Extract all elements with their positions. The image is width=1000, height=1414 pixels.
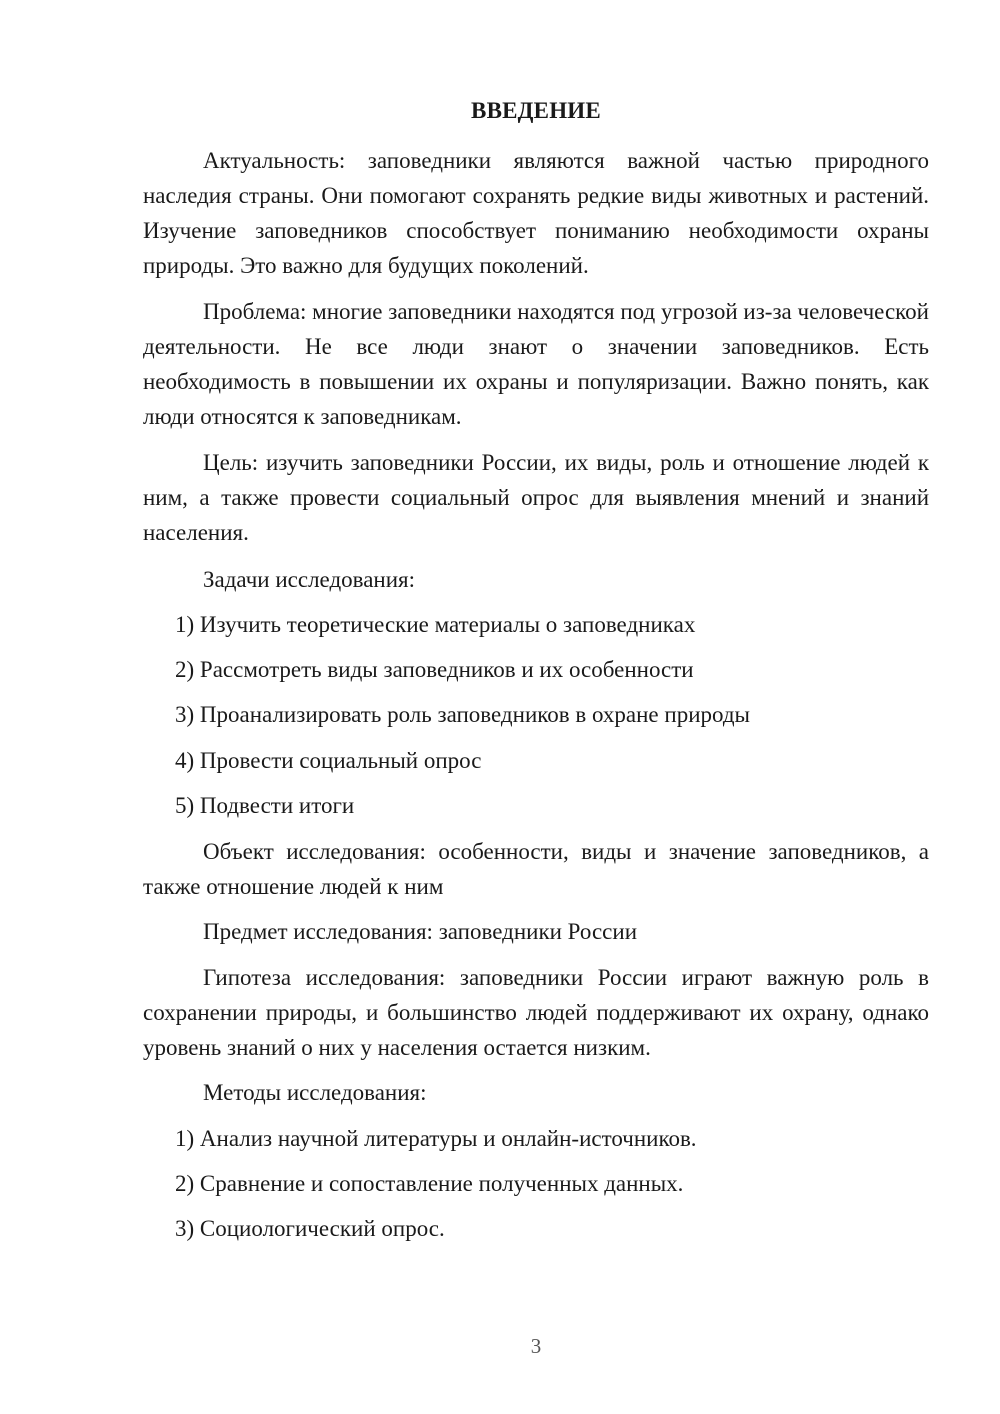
tasks-heading: Задачи исследования:	[203, 567, 416, 592]
page-number: 3	[530, 1334, 542, 1358]
problem-paragraph: Проблема: многие заповедники находятся под угрозой из-за человеческой деятельности. Не все люди знают о значении заповедников. Есть необходимость в повышении их охраны и популяризации. Важно понять, как люди относятся к заповедникам.	[143, 299, 929, 429]
goal-paragraph: Цель: изучить заповедники России, их виды, роль и отношение людей к ним, а также провести социальный опрос для выявления мнений и знаний населения.	[143, 450, 929, 545]
hypothesis-paragraph: Гипотеза исследования: заповедники России играют важную роль в сохранении природы, и большинство людей поддерживают их охрану, однако уровень знаний о них у населения остается низким.	[143, 965, 929, 1060]
task-item: 3) Проанализировать роль заповедников в охране природы	[175, 702, 750, 727]
task-item: 5) Подвести итоги	[175, 793, 355, 818]
subject-paragraph: Предмет исследования: заповедники России	[203, 919, 638, 944]
object-paragraph: Объект исследования: особенности, виды и значение заповедников, а также отношение людей к ним	[143, 839, 929, 899]
methods-heading: Методы исследования:	[203, 1080, 427, 1105]
relevance-paragraph: Актуальность: заповедники являются важной частью природного наследия страны. Они помогают сохранять редкие виды животных и растений. Изучение заповедников способствует пониманию необходимости охраны природы. Это важно для будущих поколений.	[143, 148, 929, 278]
document-page	[143, 0, 929, 1414]
task-item: 2) Рассмотреть виды заповедников и их особенности	[175, 657, 694, 682]
task-item: 1) Изучить теоретические материалы о заповедниках	[175, 612, 696, 637]
task-item: 4) Провести социальный опрос	[175, 748, 482, 773]
method-item: 3) Социологический опрос.	[175, 1216, 445, 1241]
method-item: 2) Сравнение и сопоставление полученных данных.	[175, 1171, 684, 1196]
method-item: 1) Анализ научной литературы и онлайн-источников.	[175, 1126, 697, 1151]
page-title: ВВЕДЕНИЕ	[471, 98, 601, 123]
